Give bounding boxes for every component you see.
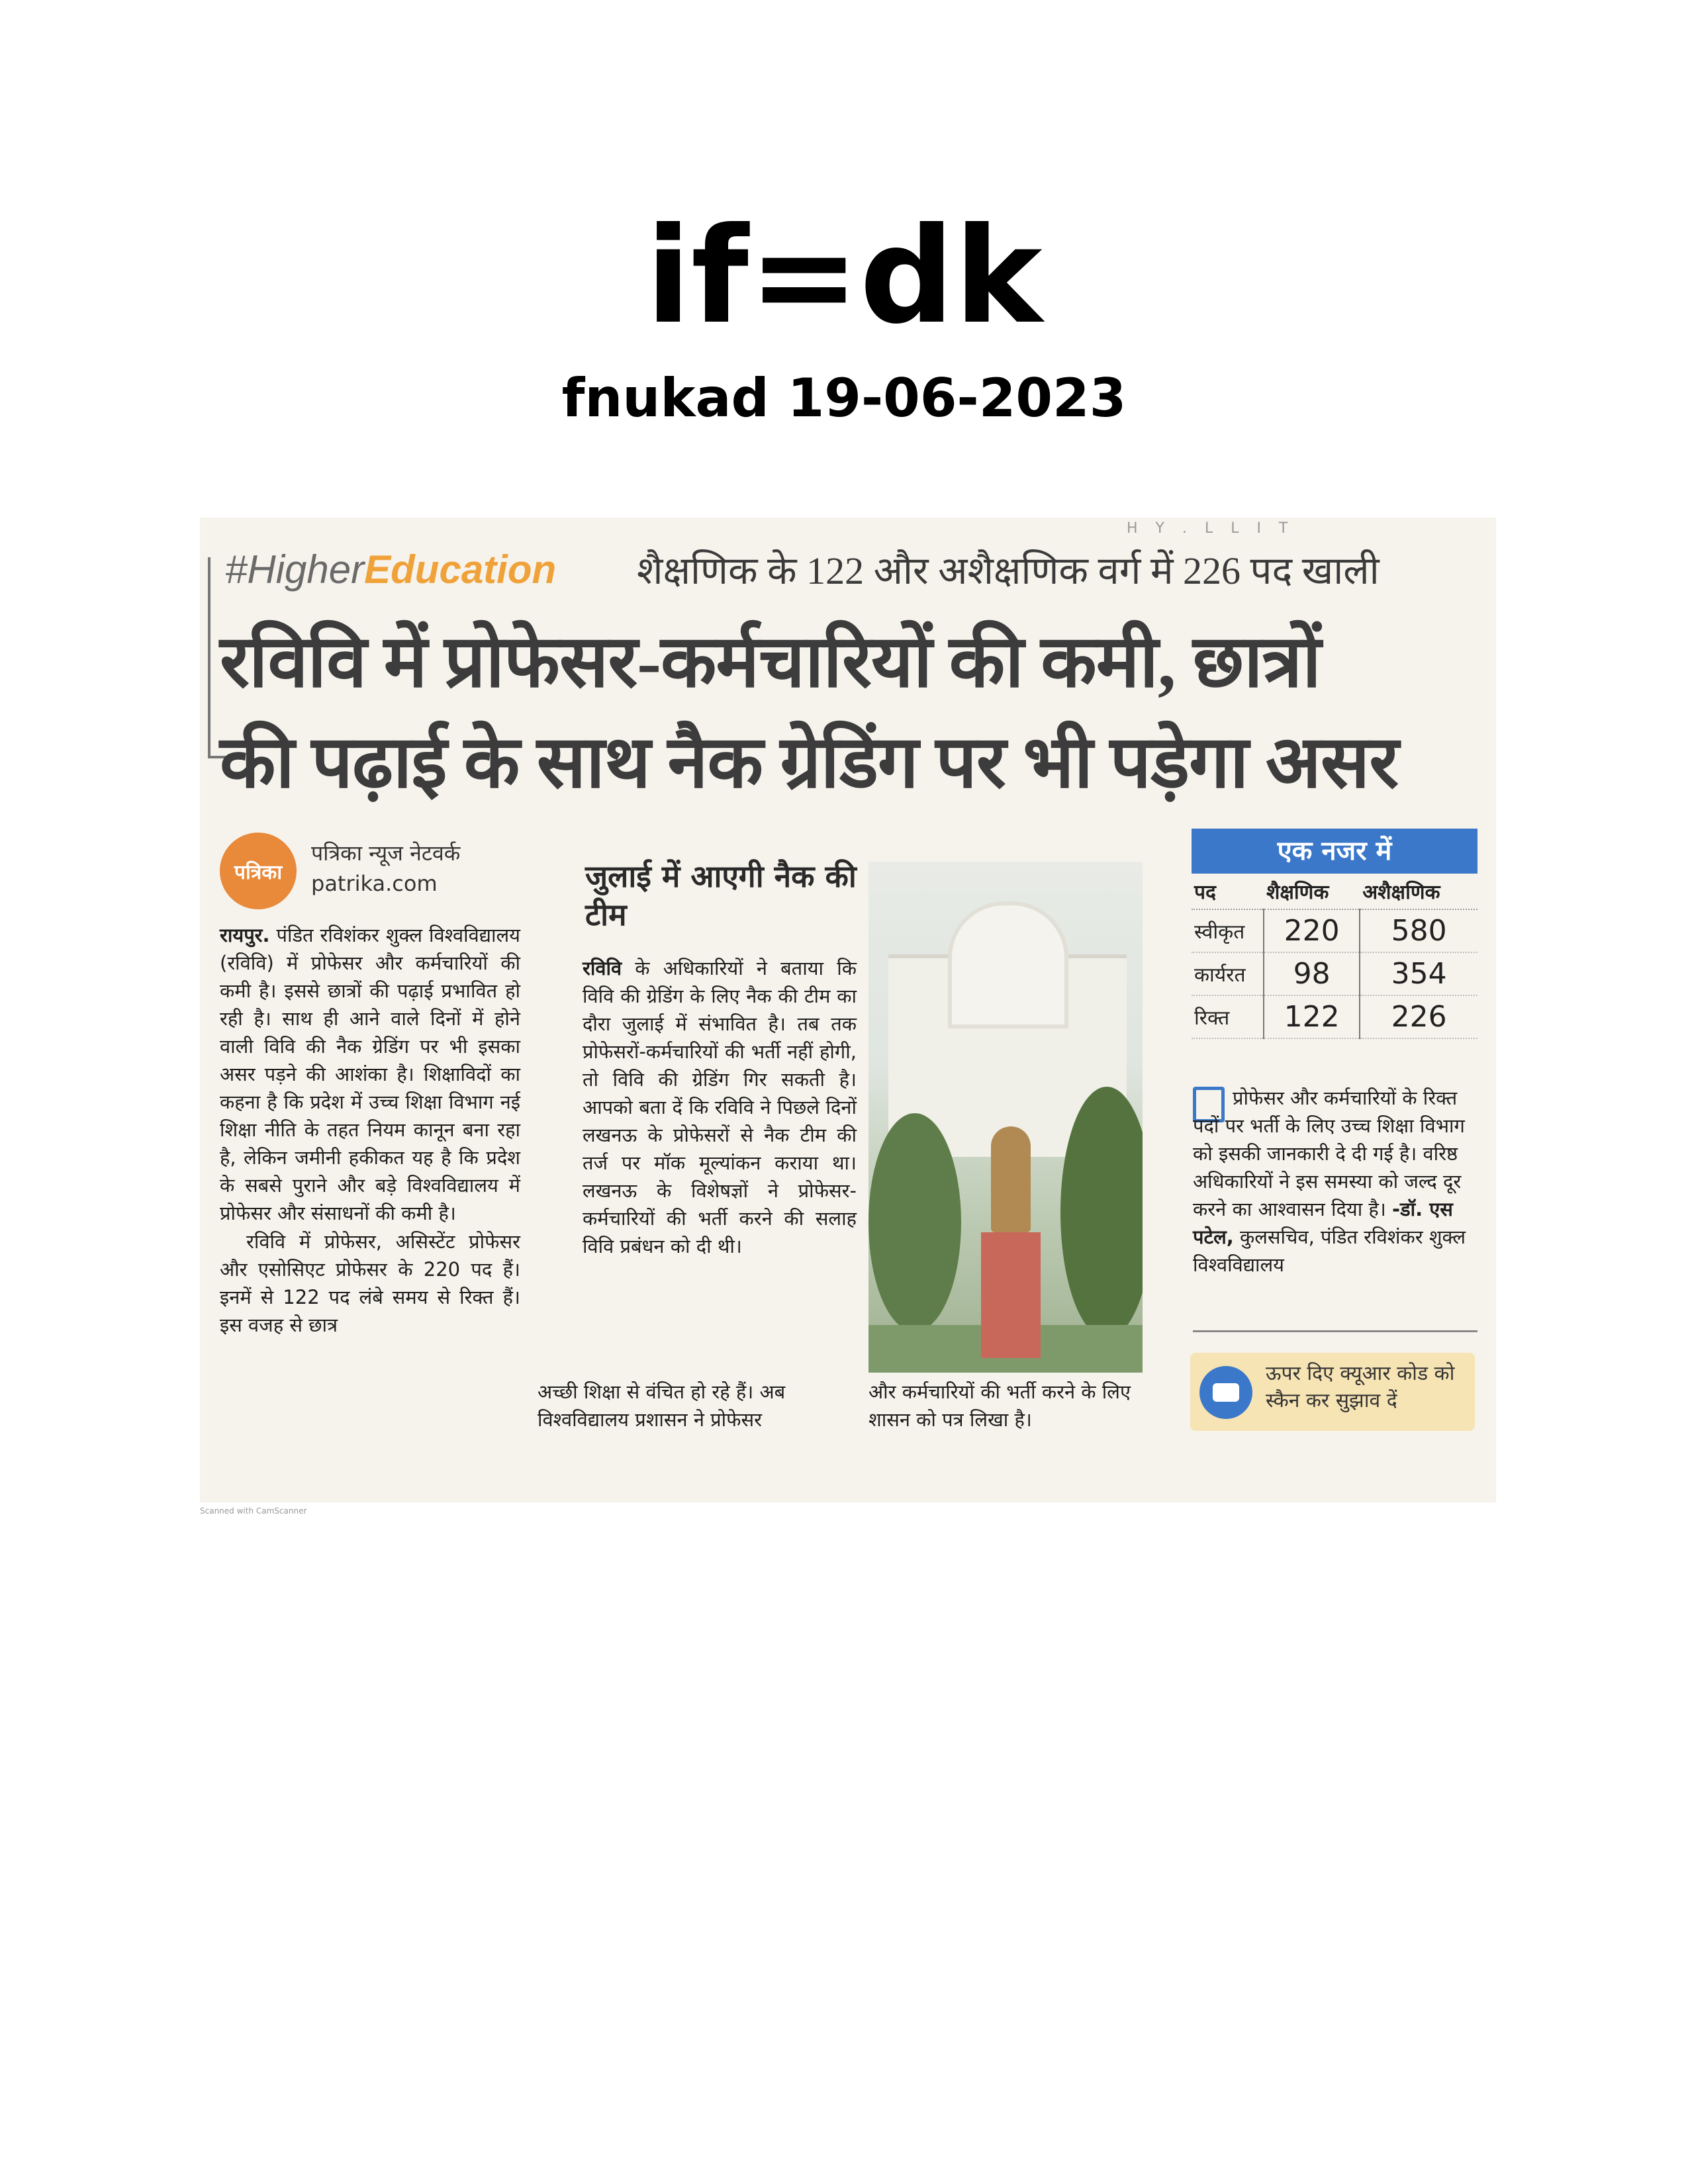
academic-value: 98 xyxy=(1264,952,1360,995)
subheading-naac-team: जुलाई में आएगी नैक की टीम xyxy=(585,858,857,933)
qr-suggestion-text: ऊपर दिए क्यूआर कोड को स्कैन कर सुझाव दें xyxy=(1266,1362,1455,1412)
byline-website: patrika.com xyxy=(311,871,438,897)
scanner-watermark: Scanned with CamScanner xyxy=(200,1506,307,1516)
kicker-text: शैक्षणिक के 122 और अशैक्षणिक वर्ग में 226 पद खाली xyxy=(637,549,1380,592)
column-2-continuation: अच्छी शिक्षा से वंचित हो रहे हैं। अब विश्वविद्यालय प्रशासन ने प्रोफेसर xyxy=(538,1381,786,1432)
row-label: कार्यरत xyxy=(1192,952,1264,995)
chat-icon xyxy=(1199,1366,1252,1419)
registrar-quote xyxy=(1193,1084,1474,1279)
column-header-non-academic: अशैक्षणिक xyxy=(1360,874,1477,909)
column-3-continuation: और कर्मचारियों की भर्ती करने के लिए शासन को पत्र लिखा है। xyxy=(868,1381,1131,1432)
headline-line-2: की पढ़ाई के साथ नैक ग्रेडिंग पर भी पड़ेगा असर xyxy=(220,722,1399,803)
dateline: रायपुर. xyxy=(220,924,270,946)
article-column-2 xyxy=(583,954,857,1261)
column-2-lead: रविवि xyxy=(583,957,622,979)
kicker-highlight: Education xyxy=(364,547,557,592)
chat-bubble-shape xyxy=(1213,1383,1239,1402)
photo-arch xyxy=(948,901,1068,1028)
kicker-hashtag xyxy=(225,547,556,592)
university-photo xyxy=(868,862,1143,1373)
column-2-text: के अधिकारियों ने बताया कि विवि की ग्रेडिंग के लिए नैक की टीम का दौरा जुलाई में संभावित है। तब तक प्रोफेसरों-कर्मचारियों की भर्ती नहीं होगी, तो विवि की ग्रेडिंग गिर सकती है। आपको बता दें कि रविवि ने पिछले दिनों लखनऊ के प्रोफेसरों से नैक टीम की तर्ज पर मॉक मूल्यांकन कराया था। लखनऊ के विशेषज्ञों ने प्रोफेसर-कर्मचारियों की भर्ती करने की सलाह विवि प्रबंधन को दी थी। xyxy=(583,957,857,1258)
column-header-post: पद xyxy=(1192,874,1264,909)
divider xyxy=(1193,1330,1477,1332)
byline-network: पत्रिका न्यूज नेटवर्क xyxy=(311,841,461,866)
logo-text: पत्रिका xyxy=(234,860,283,884)
academic-value: 122 xyxy=(1264,995,1360,1038)
byline xyxy=(311,838,460,899)
table-row xyxy=(1192,909,1477,952)
row-label: रिक्त xyxy=(1192,995,1264,1038)
photo-statue xyxy=(991,1126,1031,1232)
column-1-text-para-2: रविवि में प्रोफेसर, असिस्टेंट प्रोफेसर और एसोसिएट प्रोफेसर के 220 पद हैं। इनमें से 122 पद लंबे समय से रिक्त हैं। इस वजह से छात्र xyxy=(220,1230,520,1336)
photo-pedestal xyxy=(981,1232,1041,1358)
page-date: fnukad 19-06-2023 xyxy=(561,367,1127,429)
column-1-text: पंडित रविशंकर शुक्ल विश्वविद्यालय (रविवि) में प्रोफेसर और कर्मचारियों की कमी है। इससे छात्रों की पढ़ाई प्रभावित हो रही है। साथ ही आने वाले दिनों में होने वाली विवि की नैक ग्रेडिंग पर भी इसका असर पड़ने की आशंका है। शिक्षाविदों का कहना है कि प्रदेश में उच्च शिक्षा विभाग नई शिक्षा नीति के तहत नियम कानून बना रहा है, लेकिन जमीनी हकीकत यह है कि प्रदेश के सबसे पुराने और बड़े विश्वविद्यालय में प्रोफेसर और संसाधनों की कमी है। xyxy=(220,924,520,1225)
academic-value: 220 xyxy=(1264,909,1360,952)
quote-text: प्रोफेसर और कर्मचारियों के रिक्त पदों पर भर्ती के लिए उच्च शिक्षा विभाग को इसकी जानकारी दे दी गई है। वरिष्ठ अधिकारियों ने इस समस्या को जल्द दूर करने का आश्वासन दिया है। xyxy=(1193,1087,1465,1221)
table-row xyxy=(1192,952,1477,995)
photo-tree-left xyxy=(868,1113,961,1332)
non-academic-value: 580 xyxy=(1360,909,1477,952)
vacancy-table xyxy=(1192,874,1477,1039)
non-academic-value: 354 xyxy=(1360,952,1477,995)
at-a-glance-heading: एक नजर में xyxy=(1192,829,1477,874)
at-a-glance-box xyxy=(1192,829,1477,1039)
kicker-prefix: #Higher xyxy=(225,547,365,592)
table-row xyxy=(1192,995,1477,1038)
column-header-academic: शैक्षणिक xyxy=(1264,874,1360,909)
newspaper-clipping xyxy=(200,518,1496,1502)
article-column-1 xyxy=(220,921,520,1339)
table-header-row xyxy=(1192,874,1477,909)
non-academic-value: 226 xyxy=(1360,995,1477,1038)
headline-line-1: रविवि में प्रोफेसर-कर्मचारियों की कमी, छात्रों xyxy=(220,621,1321,702)
top-scribble: H Y . L L I T xyxy=(1127,520,1295,537)
row-label: स्वीकृत xyxy=(1192,909,1264,952)
quote-signature: -डॉ. एस पटेल, xyxy=(1193,1198,1453,1249)
patrika-logo xyxy=(220,833,297,909)
page-title: if=dk xyxy=(645,199,1043,353)
quote-signature-role: कुलसचिव, पंडित रविशंकर शुक्ल विश्वविद्यालय xyxy=(1193,1226,1466,1277)
